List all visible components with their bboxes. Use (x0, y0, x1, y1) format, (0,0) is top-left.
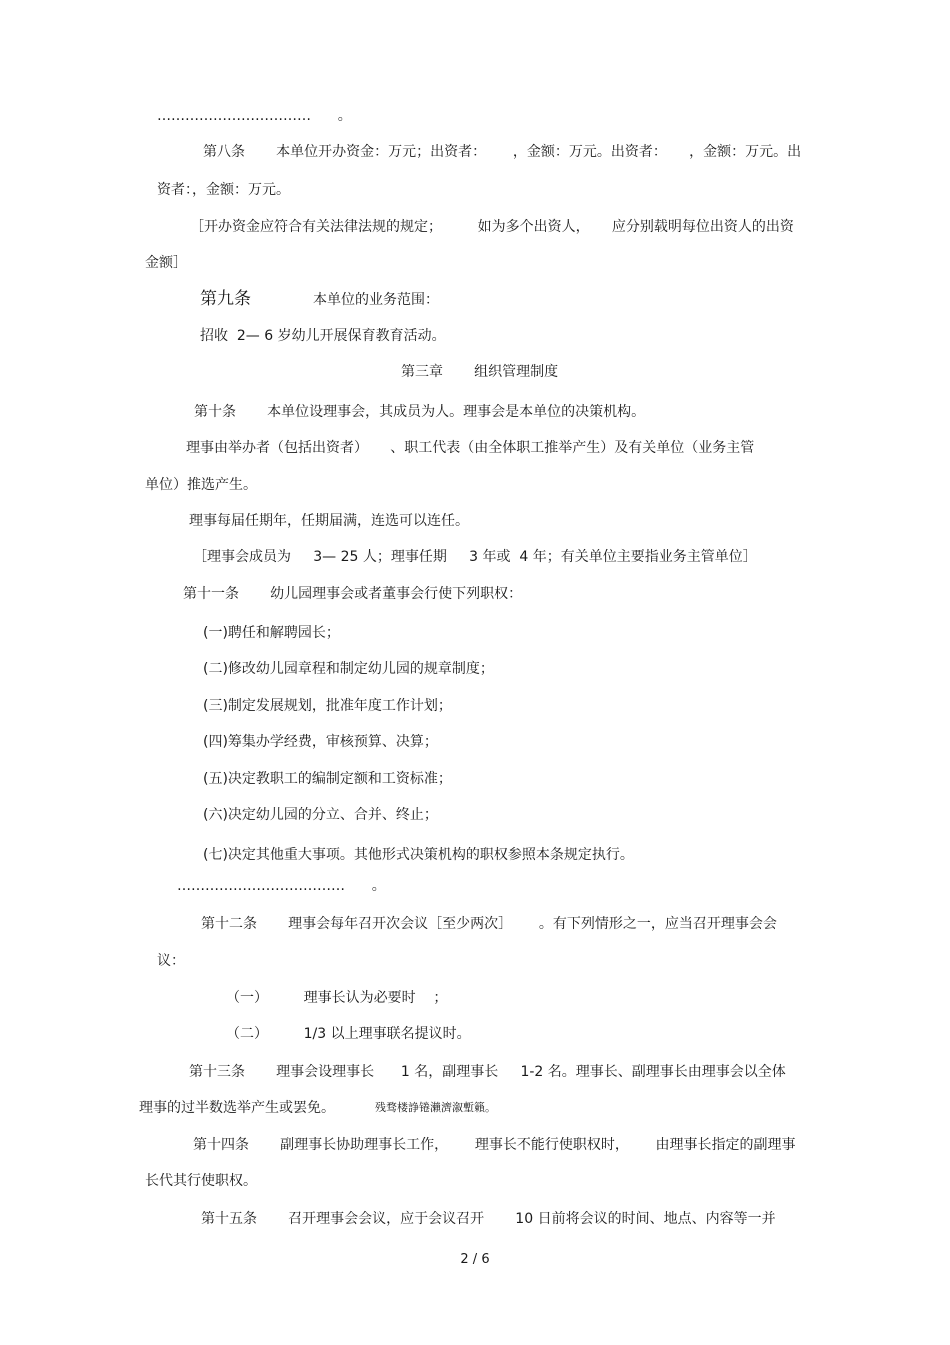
duty-item-5: (五)决定教职工的编制定额和工资标准； (203, 771, 452, 787)
duty-item-6: (六)决定幼儿园的分立、合并、终止； (203, 807, 438, 823)
duty-item-2: (二)修改幼儿园章程和制定幼儿园的规章制度； (203, 661, 494, 677)
article-10-line-3: 单位）推选产生。 (145, 477, 257, 493)
note-funds-line-1: ［开办资金应符合有关法律法规的规定； 如为多个出资人， 应分别载明每位出资人的出资 (190, 219, 794, 235)
page-number: 2 / 6 (460, 1252, 490, 1267)
article-10-term: 理事每届任期年，任期届满，连选可以连任。 (189, 513, 469, 529)
article-13-line-1: 第十三条 理事会设理事长 1 名，副理事长 1-2 名。理事长、副理事长由理事会以全体 (189, 1064, 786, 1080)
duty-item-4: (四)筹集办学经费，审核预算、决算； (203, 734, 438, 750)
article-15-line-1: 第十五条 召开理事会会议，应于会议召开 10 日前将会议的时间、地点、内容等一并 (201, 1211, 776, 1227)
note-council-members: ［理事会成员为 3— 25 人；理事任期 3 年或 4 年；有关单位主要指业务主管单位］ (193, 549, 757, 565)
ellipsis-line: ……………………………… 。 (177, 878, 386, 894)
article-9-scope: 招收 2— 6 岁幼儿开展保育教育活动。 (200, 328, 446, 344)
article-11-heading: 第十一条 幼儿园理事会或者董事会行使下列职权： (183, 586, 523, 602)
duty-item-3: (三)制定发展规划，批准年度工作计划； (203, 698, 452, 714)
note-funds-line-2: 金额］ (145, 255, 187, 271)
article-10-line-1: 第十条 本单位设理事会，其成员为人。理事会是本单位的决策机构。 (194, 404, 646, 420)
article-8-line-1: 第八条 本单位开办资金：万元；出资者： ，金额：万元。出资者： ，金额：万元。出 (203, 144, 802, 160)
article-12-line-1: 第十二条 理事会每年召开次会议［至少两次］ 。有下列情形之一，应当召开理事会会 (201, 916, 777, 932)
article-8-line-2: 资者：，金额：万元。 (157, 182, 290, 198)
article-13-line-2: 理事的过半数选举产生或罢免。 (139, 1100, 335, 1116)
garbled-watermark-text: 残骛楼諍锩瀨濟溆塹籟。 (375, 1101, 496, 1114)
article-10-line-2: 理事由举办者（包括出资者） 、职工代表（由全体职工推举产生）及有关单位（业务主管 (186, 440, 755, 456)
article-14-line-1: 第十四条 副理事长协助理事长工作， 理事长不能行使职权时， 由理事长指定的副理事 (193, 1137, 796, 1153)
ellipsis-line: …………………………… 。 (157, 108, 352, 124)
meeting-condition-2: （二） 1/3 以上理事联名提议时。 (226, 1026, 471, 1042)
chapter-3-title: 第三章 组织管理制度 (401, 364, 559, 380)
duty-item-7: (七)决定其他重大事项。其他形式决策机构的职权参照本条规定执行。 (203, 847, 634, 863)
article-9-text: 本单位的业务范围： (313, 292, 439, 308)
article-9-heading: 第九条 (200, 289, 251, 309)
article-12-line-2: 议： (157, 953, 185, 969)
article-14-line-2: 长代其行使职权。 (145, 1173, 257, 1189)
duty-item-1: (一)聘任和解聘园长； (203, 625, 340, 641)
meeting-condition-1: （一） 理事长认为必要时 ； (226, 990, 448, 1006)
